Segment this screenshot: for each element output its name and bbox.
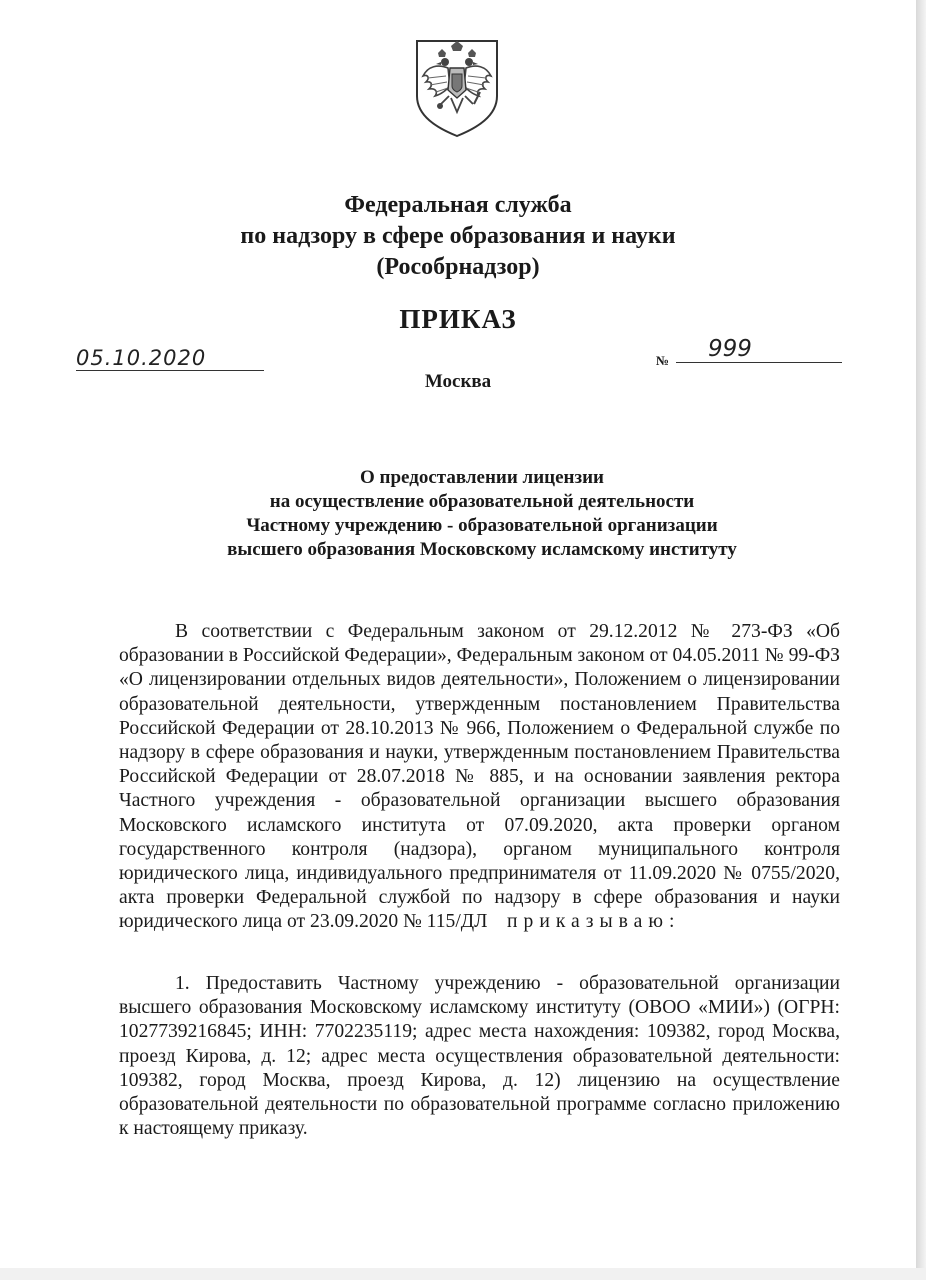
order-number-label: №: [656, 353, 670, 368]
subject-line-4: высшего образования Московскому исламскому институту: [227, 539, 737, 560]
org-line-3: (Рособрнадзор): [376, 254, 540, 280]
order-subject: [120, 466, 844, 562]
subject-line-3: Частному учреждению - образовательной организации: [246, 515, 718, 536]
organization-name: [120, 190, 796, 283]
subject-line-2: на осуществление образовательной деятельности: [269, 491, 695, 512]
page-bottom-margin: [0, 1268, 926, 1280]
decree-word: приказываю:: [507, 911, 681, 933]
order-number-underline: [676, 362, 842, 363]
preamble-paragraph: [119, 620, 840, 935]
order-city: Москва: [424, 371, 492, 392]
org-line-1: Федеральная служба: [344, 192, 572, 218]
preamble-text: В соответствии с Федеральным законом от 29.12.2012 № 273-ФЗ «Об образовании в Российской Федерации», Федеральным законом от 04.05.2011 № 99-ФЗ «О лицензировании отдельных видов деятельности», Положением о лицензировании образовательной деятельности, утвержденным постановлением Правительства Российской Федерации от 28.10.2013 № 966, Положением о Федеральной службе по надзору в сфере образования и науки, утвержденным постановлением Правительства Российской Федерации от 28.07.2018 № 885, и на основании заявления ректора Частного учреждения - образовательной организации высшего образования Московского исламского института от 07.09.2020, акта проверки органом государственного контроля (надзора), органом муниципального контроля юридического лица, индивидуального предпринимателя от 11.09.2020 № 0755/2020, акта проверки Федеральной службой по надзору в сфере образования и науки юридического лица от 23.09.2020 № 115/ДЛ: [119, 621, 840, 933]
order-number: 999: [708, 336, 752, 362]
subject-line-1: О предоставлении лицензии: [360, 467, 604, 488]
double-headed-eagle-emblem-icon: [414, 38, 500, 138]
order-date: 05.10.2020: [76, 346, 264, 371]
order-title: ПРИКАЗ: [399, 304, 517, 334]
page-edge-shadow: [916, 0, 926, 1280]
org-line-2: по надзору в сфере образования и науки: [240, 223, 676, 249]
clause-1-paragraph: 1. Предоставить Частному учреждению - образовательной организации высшего образования Московскому исламскому институту (ОВОО «МИИ») (ОГРН: 1027739216845; ИНН: 7702235119; адрес места нахождения: 109382, город Москва, проезд Кирова, д. 12; адрес места осуществления образовательной деятельности: 109382, город Москва, проезд Кирова, д. 12) лицензию на осуществление образовательной деятельности по образовательной программе согласно приложению к настоящему приказу.: [119, 973, 840, 1140]
